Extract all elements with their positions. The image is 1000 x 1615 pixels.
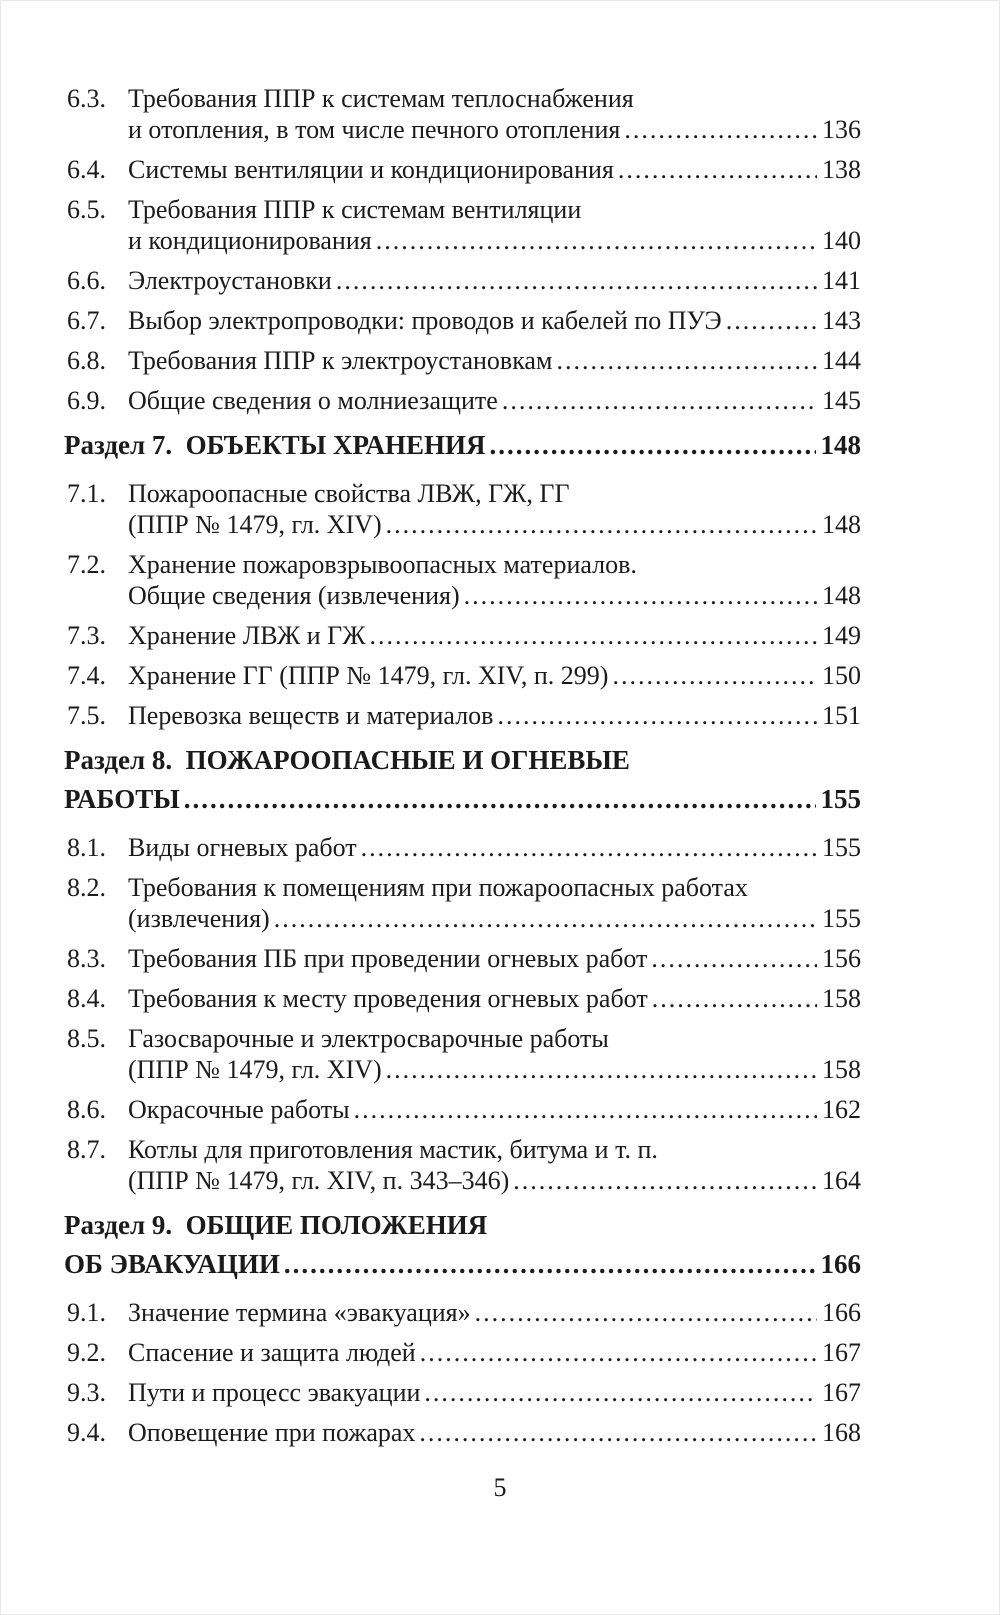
toc-title-text: Перевозка веществ и материалов xyxy=(128,701,494,730)
dot-leader xyxy=(424,1377,817,1408)
toc-entry-body xyxy=(128,832,861,863)
toc-title-text: Требования ППР к электроустановкам xyxy=(128,346,553,375)
toc-title-text: ОБ ЭВАКУАЦИИ xyxy=(64,1249,280,1279)
toc-list xyxy=(1,1,999,1448)
toc-title-text: Электроустановки xyxy=(128,266,332,295)
toc-title-text: Значение термина «эвакуация» xyxy=(128,1298,471,1327)
toc-entry xyxy=(64,305,861,336)
toc-entry xyxy=(64,1297,861,1328)
dot-leader xyxy=(513,1165,817,1196)
toc-page-number: 166 xyxy=(822,1298,861,1327)
toc-page-number: 143 xyxy=(822,306,861,335)
dot-leader xyxy=(376,225,817,256)
dot-leader xyxy=(612,660,817,691)
toc-entry-body xyxy=(128,1023,861,1085)
dot-leader xyxy=(556,345,817,376)
toc-title-text: Котлы для приготовления мастик, битума и т. п. xyxy=(128,1135,658,1164)
toc-entry-number: 7.3. xyxy=(67,621,106,650)
dot-leader xyxy=(336,265,817,296)
toc-title-text: (ППР № 1479, гл. XIV, п. 343–346) xyxy=(128,1166,510,1195)
toc-entry-number: 6.6. xyxy=(67,266,106,295)
toc-entry-body xyxy=(128,1337,861,1368)
dot-leader xyxy=(420,1337,817,1368)
toc-title-text: Общие сведения о молниезащите xyxy=(128,386,498,415)
toc-entry-body xyxy=(64,741,861,819)
toc-entry-body xyxy=(128,700,861,731)
toc-entry-number: 6.8. xyxy=(67,346,106,375)
dot-leader xyxy=(490,426,816,465)
toc-title-text: Окрасочные работы xyxy=(128,1095,350,1124)
toc-entry xyxy=(64,265,861,296)
toc-page-number: 158 xyxy=(822,984,861,1013)
toc-entry-body xyxy=(128,1417,861,1448)
toc-title-text: Раздел 7. ОБЪЕКТЫ ХРАНЕНИЯ xyxy=(64,430,486,460)
toc-title-text: и отопления, в том числе печного отопления xyxy=(128,115,621,144)
dot-leader xyxy=(651,943,817,974)
toc-page-number: 155 xyxy=(822,904,861,933)
toc-page-number: 162 xyxy=(822,1095,861,1124)
footer-page-number: 5 xyxy=(493,1473,507,1502)
toc-page-number: 166 xyxy=(820,1249,861,1279)
toc-title-text: Газосварочные и электросварочные работы xyxy=(128,1024,609,1053)
toc-title-text: Требования ППР к системам вентиляции xyxy=(128,195,582,224)
toc-entry-number: 8.3. xyxy=(67,944,106,973)
toc-page-number: 168 xyxy=(822,1418,861,1447)
toc-entry xyxy=(64,872,861,934)
toc-entry xyxy=(64,345,861,376)
toc-entry xyxy=(64,943,861,974)
toc-title-text: РАБОТЫ xyxy=(64,784,180,814)
toc-page-number: 149 xyxy=(822,621,861,650)
toc-title-text: Оповещение при пожарах xyxy=(128,1418,416,1447)
toc-entry-body xyxy=(128,478,861,540)
toc-title-text: Требования ППР к системам теплоснабжения xyxy=(128,84,634,113)
dot-leader xyxy=(354,1094,817,1125)
toc-entry-number: 8.1. xyxy=(67,833,106,862)
toc-entry-number: 6.9. xyxy=(67,386,106,415)
toc-page-number: 156 xyxy=(822,944,861,973)
toc-page-number: 155 xyxy=(820,784,861,814)
toc-entry-number: 7.1. xyxy=(67,479,106,508)
toc-entry-body xyxy=(128,872,861,934)
toc-entry-number: 6.5. xyxy=(67,195,106,224)
dot-leader xyxy=(370,620,817,651)
toc-entry-number: 9.1. xyxy=(67,1298,106,1327)
toc-entry-number: 8.7. xyxy=(67,1135,106,1164)
toc-title-text: и кондиционирования xyxy=(128,226,372,255)
toc-entry-body xyxy=(128,385,861,416)
toc-entry-number: 8.4. xyxy=(67,984,106,1013)
dot-leader xyxy=(475,1297,817,1328)
toc-entry xyxy=(64,194,861,256)
toc-title-text: Раздел 9. ОБЩИЕ ПОЛОЖЕНИЯ xyxy=(64,1210,488,1240)
toc-entry-body xyxy=(128,1297,861,1328)
toc-entry xyxy=(64,83,861,145)
toc-entry xyxy=(64,549,861,611)
toc-entry-body xyxy=(128,154,861,185)
toc-entry xyxy=(64,385,861,416)
dot-leader xyxy=(618,154,817,185)
toc-title-text: Пожароопасные свойства ЛВЖ, ГЖ, ГГ xyxy=(128,479,570,508)
toc-entry-number: 8.6. xyxy=(67,1095,106,1124)
toc-entry-body xyxy=(128,549,861,611)
dot-leader xyxy=(184,780,816,819)
toc-entry-body xyxy=(128,620,861,651)
toc-entry xyxy=(64,1377,861,1408)
dot-leader xyxy=(386,509,817,540)
toc-page-number: 141 xyxy=(822,266,861,295)
toc-title-text: Выбор электропроводки: проводов и кабелей по ПУЭ xyxy=(128,306,722,335)
toc-title-text: (ППР № 1479, гл. XIV) xyxy=(128,510,382,539)
toc-entry-body xyxy=(128,194,861,256)
toc-title-text: Требования к помещениям при пожароопасных работах xyxy=(128,873,748,902)
toc-page-number: 136 xyxy=(822,115,861,144)
toc-entry-body xyxy=(128,660,861,691)
toc-page-number: 155 xyxy=(822,833,861,862)
toc-page-number: 140 xyxy=(822,226,861,255)
toc-page-number: 138 xyxy=(822,155,861,184)
dot-leader xyxy=(284,1245,816,1284)
toc-title-text: Раздел 8. ПОЖАРООПАСНЫЕ И ОГНЕВЫЕ xyxy=(64,745,630,775)
toc-entry-body xyxy=(64,1206,861,1284)
toc-page-number: 164 xyxy=(822,1166,861,1195)
toc-entry-number: 6.4. xyxy=(67,155,106,184)
toc-entry-body xyxy=(128,943,861,974)
toc-page-number: 167 xyxy=(822,1378,861,1407)
toc-entry-body xyxy=(128,83,861,145)
toc-page-number: 158 xyxy=(822,1055,861,1084)
toc-page-number: 148 xyxy=(822,581,861,610)
dot-leader xyxy=(419,1417,817,1448)
toc-entry-body xyxy=(128,983,861,1014)
toc-title-text: Требования ПБ при проведении огневых работ xyxy=(128,944,648,973)
page-footer xyxy=(1,1473,999,1503)
toc-page-number: 167 xyxy=(822,1338,861,1367)
toc-entry-number: 6.3. xyxy=(67,84,106,113)
toc-entry xyxy=(64,660,861,691)
dot-leader xyxy=(386,1054,817,1085)
toc-title-text: (извлечения) xyxy=(128,904,270,933)
toc-page-number: 144 xyxy=(822,346,861,375)
toc-entry xyxy=(64,1023,861,1085)
toc-entry xyxy=(64,700,861,731)
toc-title-text: (ППР № 1479, гл. XIV) xyxy=(128,1055,382,1084)
dot-leader xyxy=(502,385,817,416)
dot-leader xyxy=(726,305,817,336)
toc-entry-body xyxy=(128,1377,861,1408)
dot-leader xyxy=(624,114,817,145)
toc-entry-body xyxy=(64,426,861,465)
toc-section-heading xyxy=(64,1206,861,1284)
dot-leader xyxy=(274,903,817,934)
toc-page-number: 148 xyxy=(820,430,861,460)
toc-title-text: Требования к месту проведения огневых работ xyxy=(128,984,648,1013)
toc-entry-body xyxy=(128,1094,861,1125)
toc-title-text: Спасение и защита людей xyxy=(128,1338,416,1367)
toc-page xyxy=(1,1,999,1502)
dot-leader xyxy=(361,832,817,863)
dot-leader xyxy=(497,700,817,731)
toc-entry xyxy=(64,1094,861,1125)
toc-entry-number: 7.5. xyxy=(67,701,106,730)
dot-leader xyxy=(652,983,817,1014)
toc-title-text: Хранение ГГ (ППР № 1479, гл. XIV, п. 299) xyxy=(128,661,609,690)
toc-entry xyxy=(64,478,861,540)
toc-entry-number: 9.2. xyxy=(67,1338,106,1367)
toc-entry-number: 6.7. xyxy=(67,306,106,335)
toc-page-number: 145 xyxy=(822,386,861,415)
toc-entry xyxy=(64,1134,861,1196)
toc-entry xyxy=(64,154,861,185)
toc-entry-number: 9.4. xyxy=(67,1418,106,1447)
toc-entry-number: 8.5. xyxy=(67,1024,106,1053)
toc-entry-body xyxy=(128,305,861,336)
toc-entry-body xyxy=(128,1134,861,1196)
toc-title-text: Хранение пожаровзрывоопасных материалов. xyxy=(128,550,637,579)
toc-title-text: Хранение ЛВЖ и ГЖ xyxy=(128,621,366,650)
toc-title-text: Системы вентиляции и кондиционирования xyxy=(128,155,614,184)
toc-section-heading xyxy=(64,426,861,465)
toc-entry-number: 8.2. xyxy=(67,873,106,902)
toc-entry-number: 9.3. xyxy=(67,1378,106,1407)
dot-leader xyxy=(464,580,817,611)
toc-title-text: Пути и процесс эвакуации xyxy=(128,1378,421,1407)
toc-entry xyxy=(64,620,861,651)
toc-entry xyxy=(64,983,861,1014)
toc-entry xyxy=(64,1337,861,1368)
toc-title-text: Виды огневых работ xyxy=(128,833,357,862)
toc-page-number: 150 xyxy=(822,661,861,690)
toc-title-text: Общие сведения (извлечения) xyxy=(128,581,460,610)
toc-entry-body xyxy=(128,265,861,296)
toc-entry xyxy=(64,1417,861,1448)
toc-page-number: 148 xyxy=(822,510,861,539)
toc-section-heading xyxy=(64,741,861,819)
toc-page-number: 151 xyxy=(822,701,861,730)
toc-entry-body xyxy=(128,345,861,376)
toc-entry xyxy=(64,832,861,863)
toc-entry-number: 7.4. xyxy=(67,661,106,690)
toc-entry-number: 7.2. xyxy=(67,550,106,579)
